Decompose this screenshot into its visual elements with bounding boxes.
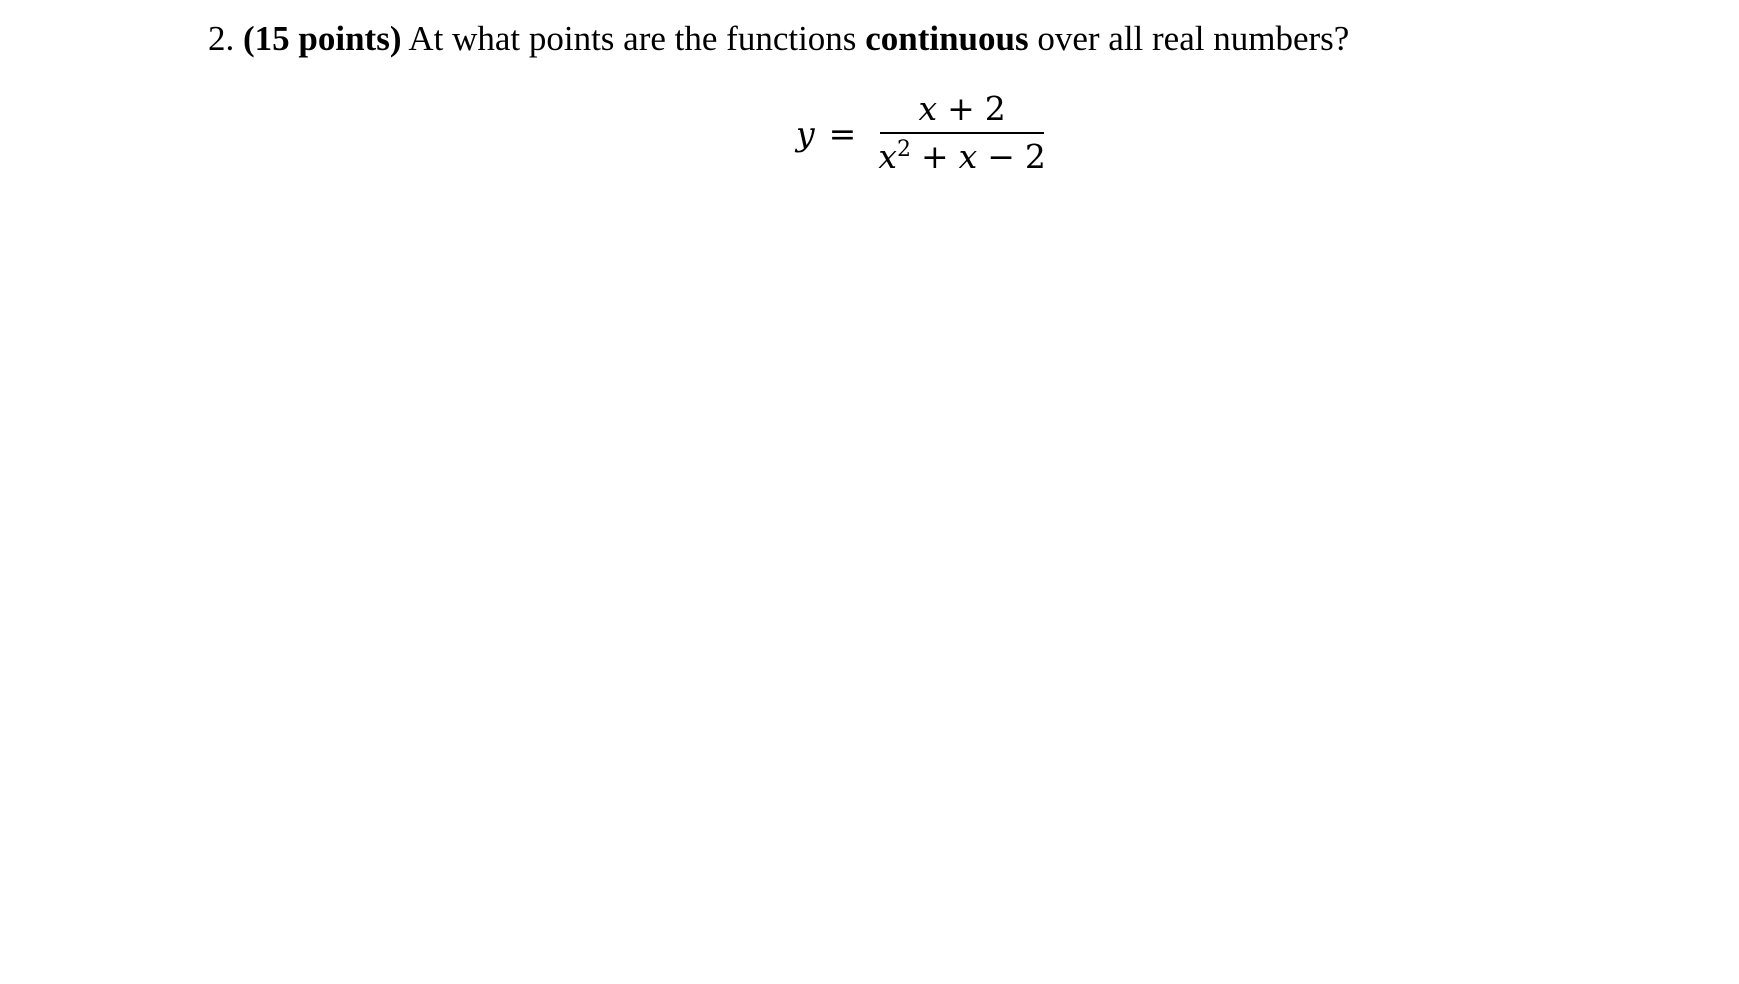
denominator-variable-2: x bbox=[958, 137, 978, 176]
lhs-variable: y bbox=[796, 113, 815, 153]
denominator bbox=[874, 134, 1050, 180]
denominator-operator-1: + bbox=[920, 137, 949, 176]
question-emphasis: continuous bbox=[865, 19, 1029, 58]
numerator bbox=[914, 86, 1009, 132]
denominator-operator-2: − bbox=[987, 137, 1015, 176]
question-number: 2. bbox=[208, 19, 235, 58]
denominator-exponent: 2 bbox=[896, 137, 911, 162]
equation-lhs bbox=[796, 114, 856, 153]
numerator-constant: 2 bbox=[984, 89, 1006, 128]
numerator-operator: + bbox=[947, 89, 975, 128]
question-text-after: over all real numbers? bbox=[1037, 19, 1350, 58]
question-points: (15 points) bbox=[243, 19, 402, 58]
question-text bbox=[208, 14, 1349, 64]
equals-sign: = bbox=[828, 113, 857, 153]
question-text-before: At what points are the functions bbox=[408, 19, 857, 58]
fraction bbox=[874, 86, 1050, 180]
denominator-variable-1: x bbox=[878, 137, 897, 176]
numerator-variable: x bbox=[918, 89, 938, 128]
equation bbox=[796, 86, 1050, 180]
denominator-constant: 2 bbox=[1024, 137, 1046, 176]
